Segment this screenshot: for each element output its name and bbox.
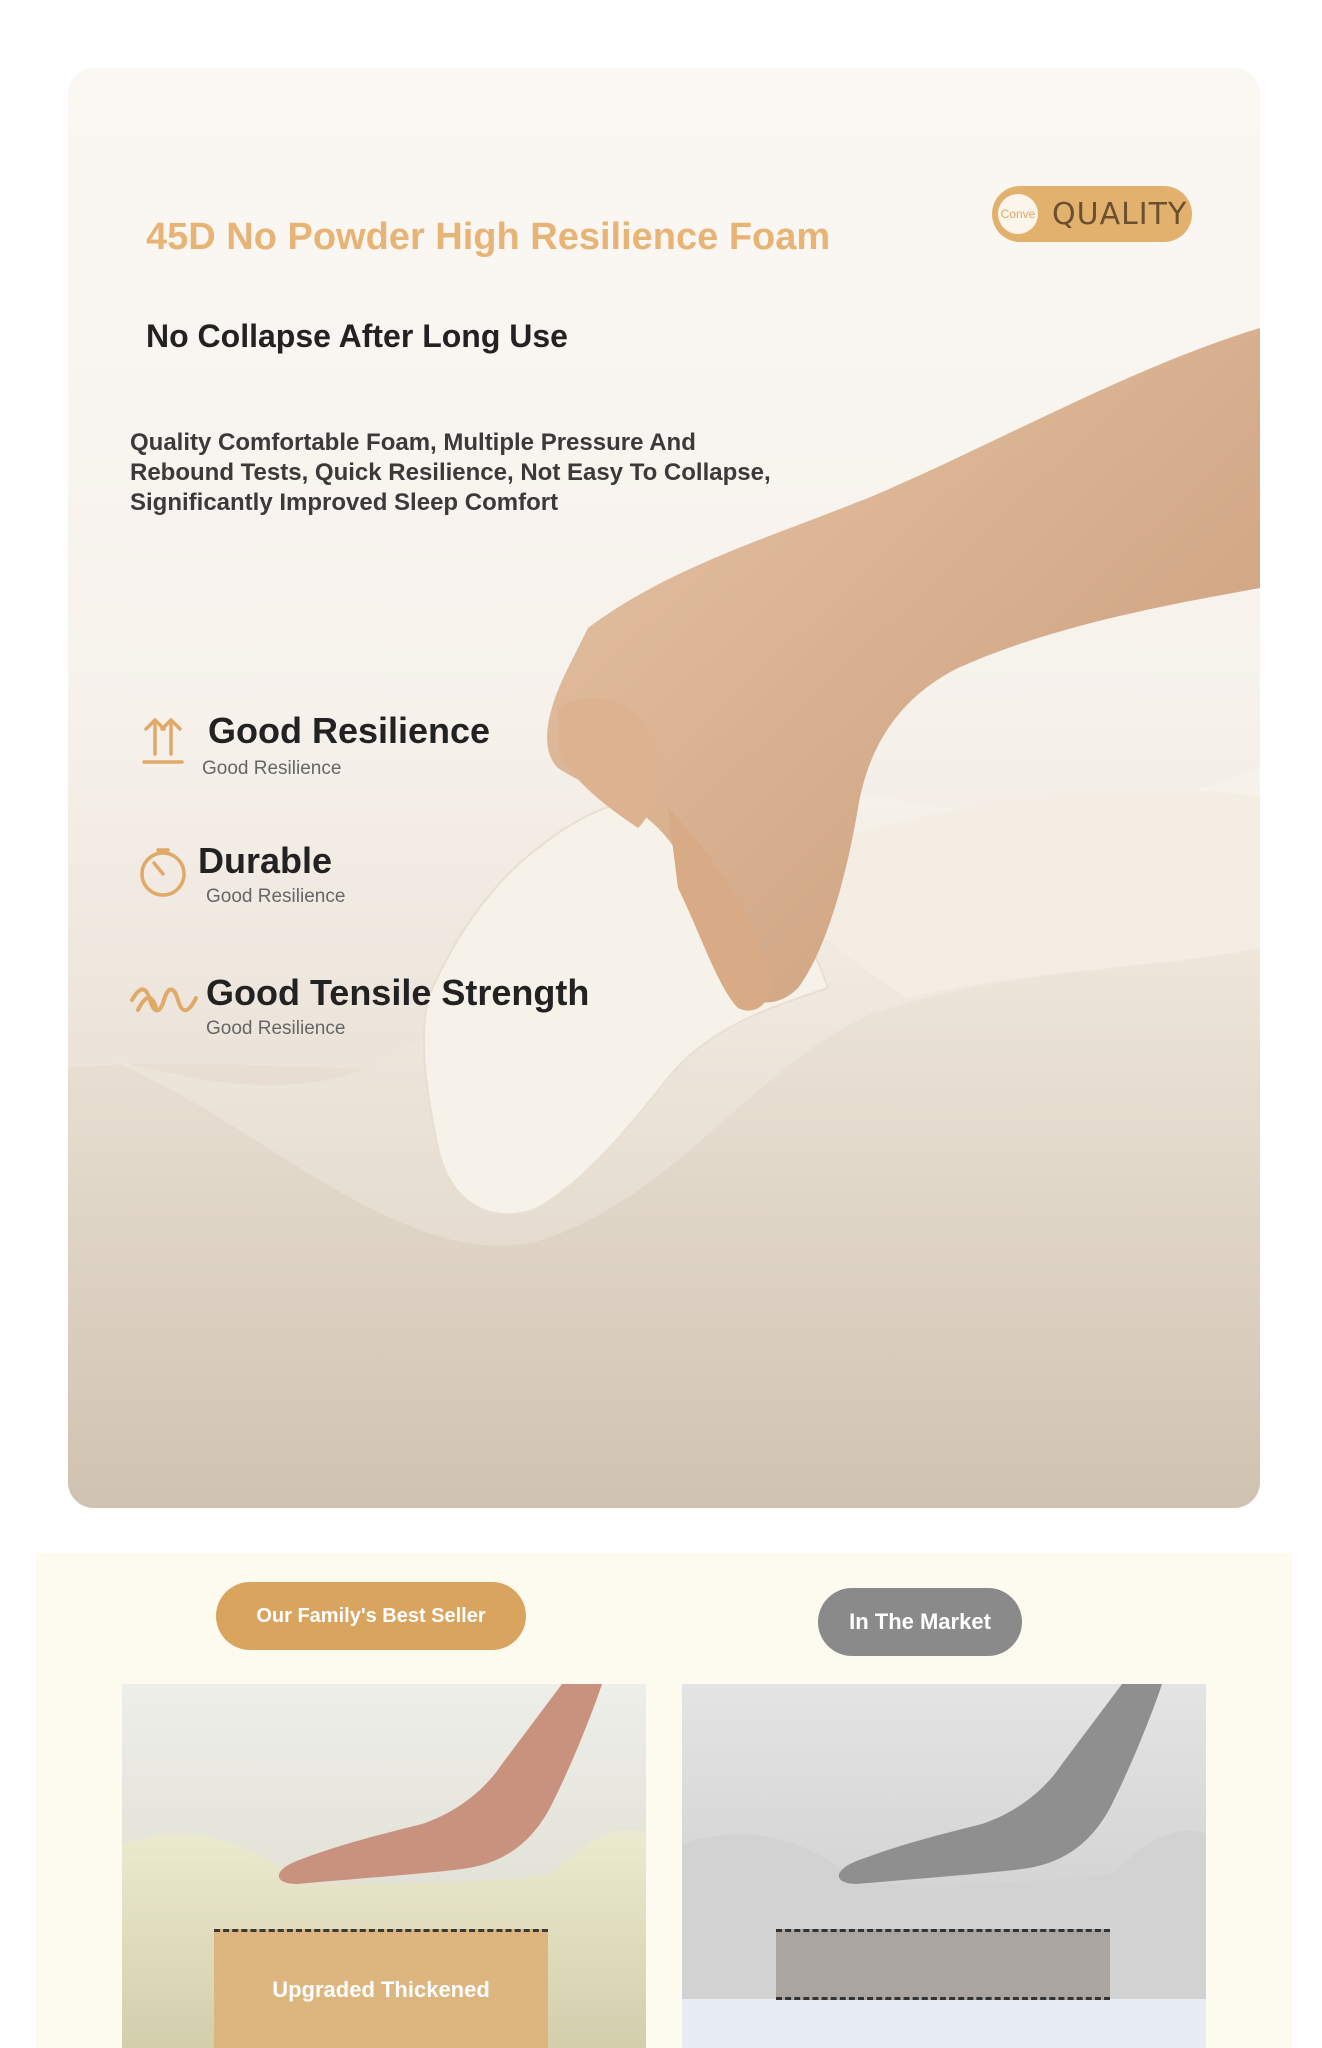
arrows-up-icon — [140, 714, 186, 766]
market-pill: In The Market — [818, 1588, 1022, 1656]
feature-title: Durable — [198, 840, 333, 881]
foam-hand-photo — [68, 68, 1260, 1508]
hero-subtitle: No Collapse After Long Use — [146, 318, 568, 354]
quality-badge — [992, 186, 1192, 242]
wave-spring-icon — [128, 980, 200, 1020]
feature-subtitle: Good Resilience — [206, 886, 346, 907]
best-seller-pill: Our Family's Best Seller — [216, 1582, 526, 1650]
market-photo — [682, 1684, 1206, 2048]
comparison-section — [36, 1553, 1292, 2048]
badge-label: QUALITY — [1052, 196, 1188, 232]
feature-title: Good Tensile Strength — [206, 972, 590, 1013]
thin-foam-block — [776, 1929, 1110, 2000]
feature-subtitle: Good Resilience — [206, 1018, 346, 1039]
hero-banner — [68, 68, 1260, 1508]
timer-icon — [138, 846, 188, 898]
feature-title: Good Resilience — [208, 710, 491, 751]
hero-title: 45D No Powder High Resilience Foam — [146, 216, 831, 258]
hero-description: Quality Comfortable Foam, Multiple Pressure And Rebound Tests, Quick Resilience, Not Easy To Collapse, Significantly Improved Sleep Comfort — [130, 429, 771, 516]
badge-dot: Conve — [998, 194, 1038, 234]
feature-subtitle: Good Resilience — [202, 758, 342, 779]
upgraded-thickened-label: Upgraded Thickened — [214, 1929, 548, 2048]
best-seller-photo — [122, 1684, 646, 2048]
